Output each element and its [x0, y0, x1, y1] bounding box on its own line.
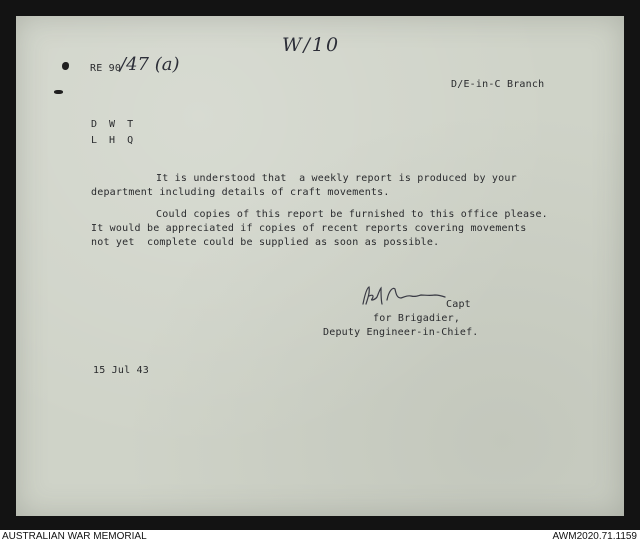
letter-date: 15 Jul 43	[93, 365, 149, 376]
body-line: department including details of craft movements.	[91, 187, 390, 198]
addressee-line: L H Q	[91, 135, 137, 146]
body-line: It would be appreciated if copies of recent reports covering movements	[91, 223, 527, 234]
reference-number: RE 90	[90, 63, 122, 74]
body-line: Could copies of this report be furnished to this office please.	[156, 209, 548, 220]
file-mark-handwritten: W/10	[282, 34, 341, 56]
signature-for-line: for Brigadier,	[373, 313, 461, 324]
institution-caption: AUSTRALIAN WAR MEMORIAL	[2, 531, 147, 542]
signature-rank: Capt	[446, 299, 471, 310]
reference-handwritten: /47 (a)	[120, 54, 180, 75]
branch-heading: D/E-in-C Branch	[451, 79, 545, 90]
body-line: not yet complete could be supplied as soon as possible.	[91, 237, 440, 248]
accession-number: AWM2020.71.1159	[552, 531, 637, 542]
addressee-line: D W T	[91, 119, 137, 130]
punch-hole	[54, 90, 63, 94]
body-line: It is understood that a weekly report is produced by your	[156, 173, 517, 184]
letter-page	[16, 16, 624, 516]
signature-title: Deputy Engineer-in-Chief.	[323, 327, 479, 338]
handwritten-signature	[359, 284, 447, 308]
punch-hole	[62, 62, 69, 70]
